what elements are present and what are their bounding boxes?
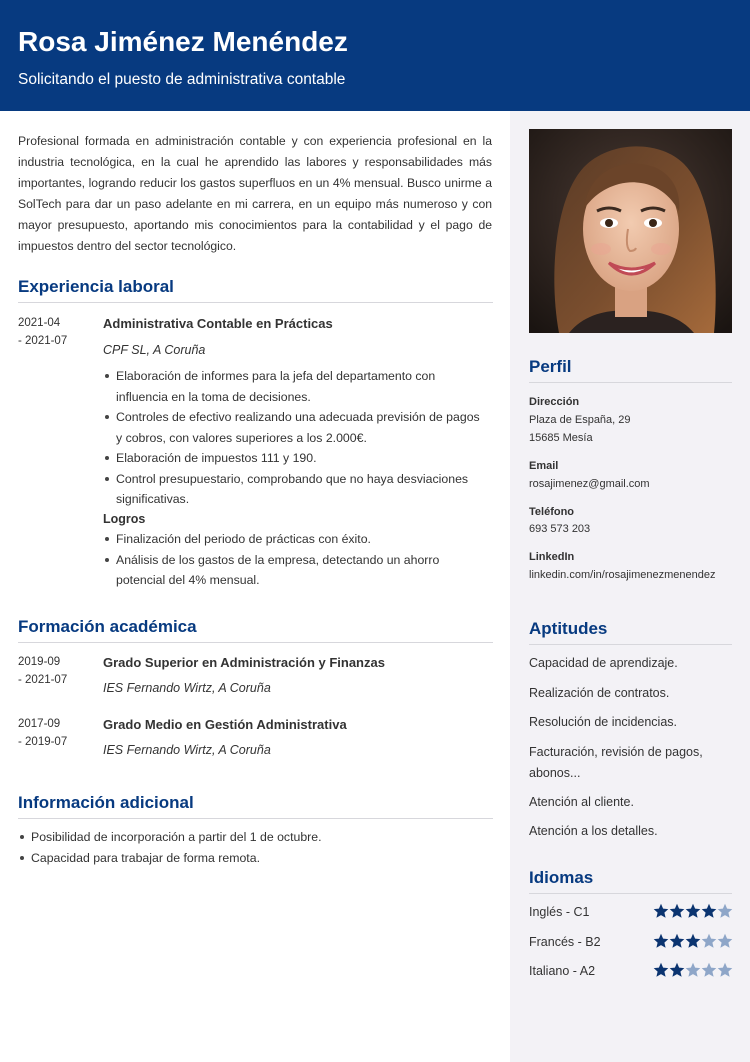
email-link[interactable]: rosajimenez@gmail.com [529, 478, 650, 490]
education-date-end: - 2021-07 [18, 674, 68, 686]
list-item: Elaboración de impuestos 111 y 190. [103, 448, 488, 469]
star-filled-icon [653, 903, 669, 919]
star-filled-icon [669, 962, 685, 978]
skill-item: Atención al cliente. [529, 795, 634, 809]
profile-photo [529, 129, 732, 333]
education-section-title: Formación académica [18, 617, 493, 643]
education-school: IES Fernando Wirtz, A Coruña [103, 743, 271, 757]
header-banner [0, 0, 750, 111]
job-target-subtitle: Solicitando el puesto de administrativa contable [18, 71, 346, 88]
profile-summary: Profesional formada en administración contable y con experiencia profesional en la industria tecnológica, en la cual he aprendido las labores y responsabilidades más importantes, logrando reducir los gastos superfluos en un 4% mensual. Busco unirme a SolTech para dar un paso adelante en mi carrera, en un equipo más numeroso y con mayor presupuesto, aportando mis conocimientos para la contabilidad y el pago de impuestos dentro del sector tecnológico. [18, 134, 492, 253]
star-filled-icon [653, 933, 669, 949]
education-date-start: 2017-09 [18, 718, 61, 730]
job-dates [18, 314, 88, 350]
languages-section-title: Idiomas [529, 868, 732, 894]
education-dates [18, 653, 88, 689]
star-filled-icon [669, 903, 685, 919]
job-company: CPF SL, A Coruña [103, 343, 206, 357]
candidate-name: Rosa Jiménez Menéndez [18, 26, 348, 57]
phone-label: Teléfono [529, 506, 575, 518]
linkedin-label: LinkedIn [529, 551, 575, 563]
skill-item: Atención a los detalles. [529, 824, 658, 838]
sidebar [510, 111, 750, 1062]
education-school: IES Fernando Wirtz, A Coruña [103, 681, 271, 695]
list-item: Análisis de los gastos de la empresa, detectando un ahorro potencial del 4% mensual. [103, 550, 488, 591]
phone-link[interactable]: 693 573 203 [529, 523, 591, 535]
skill-item: Realización de contratos. [529, 686, 670, 700]
star-empty-icon [701, 962, 717, 978]
language-row [529, 933, 733, 953]
skills-section-title: Aptitudes [529, 619, 732, 645]
star-filled-icon [685, 933, 701, 949]
address-line-2: 15685 Mesía [529, 432, 593, 444]
education-degree: Grado Medio en Gestión Administrativa [103, 717, 347, 732]
achievements-label: Logros [103, 512, 146, 526]
star-filled-icon [685, 903, 701, 919]
language-name: Francés - B2 [529, 935, 601, 949]
portrait-illustration [529, 129, 732, 333]
experience-section-title: Experiencia laboral [18, 277, 493, 303]
profile-section-title: Perfil [529, 357, 732, 383]
linkedin-link[interactable]: linkedin.com/in/rosajimenezmenendez [529, 569, 716, 581]
language-rating [653, 933, 733, 949]
list-item: Finalización del periodo de prácticas con éxito. [103, 529, 488, 550]
star-empty-icon [685, 962, 701, 978]
star-empty-icon [701, 933, 717, 949]
address-label: Dirección [529, 396, 580, 408]
list-item: Elaboración de informes para la jefa del departamento con influencia en la toma de decisiones. [103, 366, 488, 407]
list-item: Controles de efectivo realizando una adecuada previsión de pagos y cobros, con valores superiores a los 2.000€. [103, 407, 488, 448]
main-column [0, 111, 510, 1062]
language-row [529, 962, 733, 982]
education-date-start: 2019-09 [18, 656, 61, 668]
job-date-end: - 2021-07 [18, 335, 68, 347]
star-empty-icon [717, 933, 733, 949]
language-name: Italiano - A2 [529, 964, 596, 978]
star-empty-icon [717, 903, 733, 919]
list-item: Control presupuestario, comprobando que no haya desviaciones significativas. [103, 469, 488, 510]
star-filled-icon [701, 903, 717, 919]
skill-item: Resolución de incidencias. [529, 715, 678, 729]
star-filled-icon [669, 933, 685, 949]
additional-info-section-title: Información adicional [18, 793, 493, 819]
star-empty-icon [717, 962, 733, 978]
list-item: Capacidad para trabajar de forma remota. [18, 848, 488, 869]
language-rating [653, 903, 733, 919]
skill-item: Capacidad de aprendizaje. [529, 656, 678, 670]
job-task-list [103, 366, 488, 510]
additional-info-list [18, 827, 488, 868]
job-role: Administrativa Contable en Prácticas [103, 316, 333, 331]
language-row [529, 903, 733, 923]
list-item: Posibilidad de incorporación a partir del 1 de octubre. [18, 827, 488, 848]
education-degree: Grado Superior en Administración y Finanzas [103, 655, 385, 670]
star-filled-icon [653, 962, 669, 978]
email-label: Email [529, 460, 559, 472]
address-line-1: Plaza de España, 29 [529, 414, 631, 426]
education-date-end: - 2019-07 [18, 736, 68, 748]
skill-item: Facturación, revisión de pagos, abonos... [529, 745, 703, 780]
language-name: Inglés - C1 [529, 905, 590, 919]
job-date-start: 2021-04 [18, 317, 61, 329]
language-rating [653, 962, 733, 978]
achievement-list [103, 529, 488, 591]
education-dates [18, 715, 88, 751]
